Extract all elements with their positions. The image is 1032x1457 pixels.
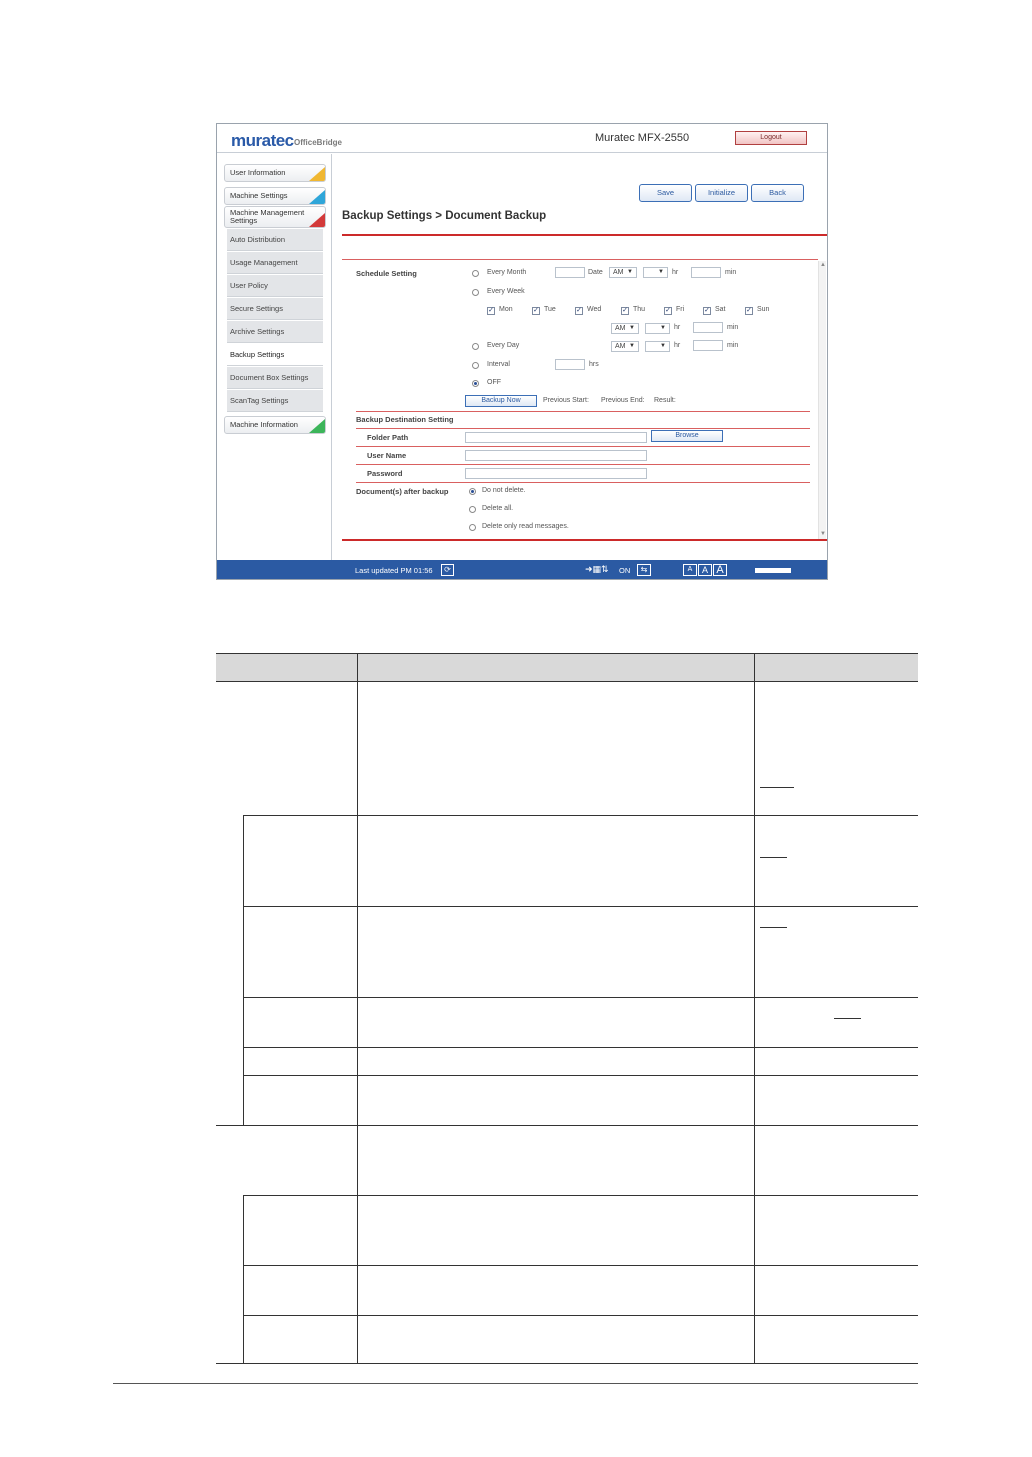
- corner-icon: [309, 213, 325, 227]
- sun-checkbox[interactable]: ✓: [746, 307, 752, 314]
- corner-icon: [309, 419, 325, 433]
- dropdown-arrow-icon: ▼: [627, 269, 633, 275]
- backup-now-button[interactable]: Backup Now: [465, 395, 537, 407]
- table-bottom-border: [216, 1363, 918, 1364]
- every-week-label: Every Week: [487, 288, 525, 295]
- hr-label: hr: [674, 342, 681, 349]
- status-bar: [217, 560, 827, 580]
- sidebar-item-usage-management[interactable]: Usage Management: [227, 252, 323, 274]
- toggle-icon[interactable]: ⇆: [637, 564, 651, 576]
- ampm-select[interactable]: [609, 267, 637, 278]
- result-label: Result:: [654, 397, 676, 404]
- sun-label: Sun: [757, 306, 770, 313]
- table-row-divider: [244, 1265, 918, 1266]
- underline-mark: [760, 927, 787, 928]
- off-radio[interactable]: [472, 380, 479, 387]
- underline-mark: [760, 857, 787, 858]
- dropdown-arrow-icon: ▼: [660, 325, 666, 331]
- min-label: min: [725, 269, 737, 276]
- fri-checkbox[interactable]: ✓: [665, 307, 671, 314]
- browse-button[interactable]: Browse: [651, 430, 723, 442]
- tue-checkbox[interactable]: ✓: [533, 307, 539, 314]
- hr-label: hr: [672, 269, 679, 276]
- user-name-label: User Name: [367, 451, 407, 460]
- table-header-row: [216, 653, 918, 682]
- on-label: ON: [619, 566, 631, 575]
- table-indent-divider: [243, 1195, 244, 1364]
- table-row-divider: [244, 906, 918, 907]
- min-label: min: [727, 342, 739, 349]
- sidebar-item-archive-settings[interactable]: Archive Settings: [227, 321, 323, 343]
- sidebar: [217, 154, 332, 560]
- hour-select[interactable]: [643, 267, 668, 278]
- dropdown-arrow-icon: ▼: [658, 269, 664, 275]
- do-not-delete-radio[interactable]: [469, 488, 476, 495]
- footer-rule: [113, 1383, 918, 1384]
- tab-label: Machine Settings: [230, 191, 288, 200]
- table-column-divider: [754, 653, 755, 1364]
- title-divider: [342, 234, 827, 236]
- machine-model: Muratec MFX-2550: [595, 132, 690, 144]
- table-row-divider: [244, 815, 918, 816]
- hr-label: hr: [674, 324, 681, 331]
- password-input[interactable]: [465, 468, 647, 479]
- progress-indicator: [755, 568, 791, 573]
- mon-label: Mon: [499, 306, 513, 313]
- table-top-border: [216, 653, 918, 654]
- every-day-label: Every Day: [487, 342, 520, 349]
- screenshot-frame: [216, 123, 828, 580]
- tab-machine-settings[interactable]: [224, 187, 326, 205]
- sidebar-item-document-box-settings[interactable]: Document Box Settings: [227, 367, 323, 389]
- tab-label: Machine Management Settings: [230, 208, 305, 225]
- date-label: Date: [588, 269, 603, 276]
- day-ampm-select[interactable]: [611, 341, 639, 352]
- section-divider: [356, 482, 810, 483]
- table-row-divider: [216, 681, 918, 682]
- dropdown-arrow-icon: ▼: [660, 343, 666, 349]
- table-row-divider: [244, 1075, 918, 1076]
- minute-input[interactable]: [691, 267, 721, 278]
- section-divider: [356, 446, 810, 447]
- table-indent-divider: [243, 815, 244, 1125]
- save-button[interactable]: Save: [639, 184, 692, 202]
- scroll-up-icon[interactable]: ▲: [820, 262, 826, 268]
- password-label: Password: [367, 469, 403, 478]
- thu-label: Thu: [633, 306, 646, 313]
- previous-end-label: Previous End:: [601, 397, 645, 404]
- sidebar-item-secure-settings[interactable]: Secure Settings: [227, 298, 323, 320]
- table-row-divider: [244, 1315, 918, 1316]
- font-small-button[interactable]: A: [683, 564, 697, 576]
- ampm-value: AM: [613, 269, 624, 276]
- mon-checkbox[interactable]: ✓: [488, 307, 494, 314]
- sidebar-item-user-policy[interactable]: User Policy: [227, 275, 323, 297]
- underline-mark: [834, 1018, 861, 1019]
- fri-label: Fri: [676, 306, 685, 313]
- folder-path-input[interactable]: [465, 432, 647, 443]
- table-row-divider: [244, 1195, 918, 1196]
- dropdown-arrow-icon: ▼: [629, 343, 635, 349]
- section-divider: [356, 428, 810, 429]
- min-label: min: [727, 324, 739, 331]
- every-day-radio[interactable]: [472, 343, 479, 350]
- off-label: OFF: [487, 379, 501, 386]
- week-minute-input[interactable]: [693, 322, 723, 333]
- tab-user-information[interactable]: [224, 164, 326, 182]
- week-ampm-select[interactable]: [611, 323, 639, 334]
- thu-checkbox[interactable]: ✓: [622, 307, 628, 314]
- job-status-icon[interactable]: ➜▦⇅: [585, 564, 609, 574]
- corner-icon: [309, 190, 325, 204]
- tab-label: User Information: [230, 168, 286, 177]
- section-divider: [356, 411, 810, 412]
- sidebar-item-auto-distribution[interactable]: Auto Distribution: [227, 229, 323, 251]
- section-divider: [342, 259, 818, 260]
- delete-read-radio[interactable]: [469, 524, 476, 531]
- tab-machine-information[interactable]: [224, 416, 326, 434]
- backup-destination-label: Backup Destination Setting: [356, 415, 454, 424]
- scrollbar[interactable]: [818, 261, 826, 541]
- sat-checkbox[interactable]: ✓: [704, 307, 710, 314]
- every-month-label: Every Month: [487, 269, 527, 276]
- last-updated-text: Last updated PM 01:56: [355, 566, 433, 575]
- back-button[interactable]: Back: [751, 184, 804, 202]
- muratec-logo: muratec: [231, 131, 294, 150]
- ampm-value: AM: [615, 325, 626, 332]
- bottom-divider: [342, 539, 827, 541]
- sidebar-item-scantag-settings[interactable]: ScanTag Settings: [227, 390, 323, 412]
- hrs-label: hrs: [589, 361, 599, 368]
- officebridge-logo: OfficeBridge: [294, 138, 343, 147]
- wed-label: Wed: [587, 306, 602, 313]
- day-minute-input[interactable]: [693, 340, 723, 351]
- font-large-button[interactable]: A: [713, 564, 727, 576]
- folder-path-label: Folder Path: [367, 433, 409, 442]
- tue-label: Tue: [544, 306, 556, 313]
- logout-button[interactable]: Logout: [735, 131, 807, 145]
- after-backup-label: Document(s) after backup: [356, 487, 449, 496]
- sat-label: Sat: [715, 306, 726, 313]
- underline-mark: [760, 787, 794, 788]
- font-medium-button[interactable]: A: [698, 564, 712, 576]
- ampm-value: AM: [615, 343, 626, 350]
- every-week-radio[interactable]: [472, 289, 479, 296]
- dropdown-arrow-icon: ▼: [629, 325, 635, 331]
- corner-icon: [309, 167, 325, 181]
- tab-label: Machine Information: [230, 420, 298, 429]
- delete-read-label: Delete only read messages.: [482, 523, 569, 530]
- table-row-divider: [244, 997, 918, 998]
- section-divider: [356, 464, 810, 465]
- refresh-icon[interactable]: ⟳: [441, 564, 454, 576]
- page-title: Backup Settings > Document Backup: [342, 210, 547, 222]
- date-input[interactable]: [555, 267, 585, 278]
- app-header: [217, 124, 827, 153]
- table-row-divider: [216, 1125, 918, 1126]
- table-row-divider: [244, 1047, 918, 1048]
- schedule-setting-label: Schedule Setting: [356, 269, 417, 278]
- week-hour-select[interactable]: [645, 323, 670, 334]
- tab-machine-management-settings[interactable]: [224, 206, 326, 228]
- interval-input[interactable]: [555, 359, 585, 370]
- previous-start-label: Previous Start:: [543, 397, 589, 404]
- day-hour-select[interactable]: [645, 341, 670, 352]
- interval-radio[interactable]: [472, 362, 479, 369]
- sidebar-item-backup-settings[interactable]: Backup Settings: [227, 344, 323, 366]
- scroll-down-icon[interactable]: ▼: [820, 531, 826, 537]
- delete-all-radio[interactable]: [469, 506, 476, 513]
- do-not-delete-label: Do not delete.: [482, 487, 526, 494]
- user-name-input[interactable]: [465, 450, 647, 461]
- every-month-radio[interactable]: [472, 270, 479, 277]
- delete-all-label: Delete all.: [482, 505, 514, 512]
- wed-checkbox[interactable]: ✓: [576, 307, 582, 314]
- table-column-divider: [357, 653, 358, 1364]
- initialize-button[interactable]: Initialize: [695, 184, 748, 202]
- interval-label: Interval: [487, 361, 510, 368]
